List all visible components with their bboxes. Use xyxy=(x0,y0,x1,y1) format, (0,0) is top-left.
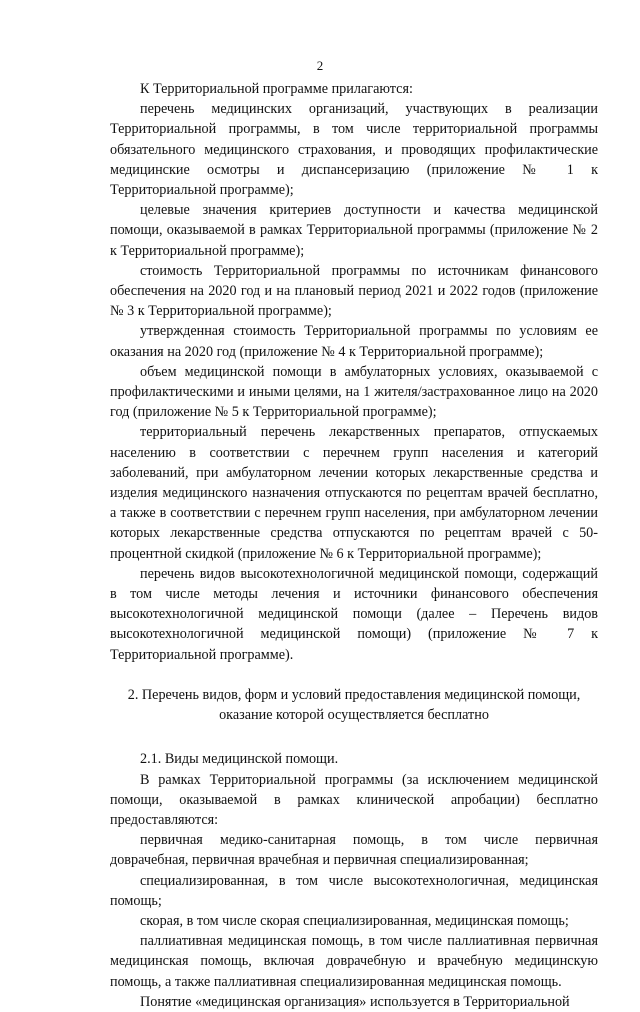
section-2-heading-line1: 2. Перечень видов, форм и условий предоставления медицинской помощи, xyxy=(127,686,581,703)
section-2-paragraph-5: паллиативная медицинская помощь, в том числе паллиативная первичная медицинская помощь, включая доврачебную и врачебную медицинскую помощь, а также паллиативная специализированная медицинская помощь. xyxy=(110,933,598,990)
annex-item-6: территориальный перечень лекарственных препаратов, отпускаемых населению в соответствии с перечнем групп населения и категорий заболеваний, при амбулаторном лечении которых лекарственные средства и изделия медицинского назначения отпускаются по рецептам врачей бесплатно, а также в соответствии с перечнем групп населения, при амбулаторном лечении которых лекарственные средства отпускаются по рецептам врачей с 50-процентной скидкой (приложение № 6 к Территориальной программе); xyxy=(110,424,598,562)
annex-item-5: объем медицинской помощи в амбулаторных условиях, оказываемой с профилактическими и иными целями, на 1 жителя/застрахованное лицо на 2020 год (приложение № 5 к Территориальной программе); xyxy=(110,363,598,421)
section-2-paragraph-3: специализированная, в том числе высокотехнологичная, медицинская помощь; xyxy=(110,872,598,909)
section-2-paragraph-1: В рамках Территориальной программы (за исключением медицинской помощи, оказываемой в рамках клинической апробации) бесплатно предоставляются: xyxy=(110,771,598,828)
subsection-2-1-heading: 2.1. Виды медицинской помощи. xyxy=(140,751,339,768)
annex-item-3: стоимость Территориальной программы по источникам финансового обеспечения на 2020 год и на плановый период 2021 и 2022 годов (приложение № 3 к Территориальной программе); xyxy=(110,262,598,320)
document-body xyxy=(110,79,598,1012)
annex-item-2: целевые значения критериев доступности и качества медицинской помощи, оказываемой в рамках Территориальной программы (приложение № 2 к Территориальной программе); xyxy=(110,202,598,259)
section-2-paragraph-4: скорая, в том числе скорая специализированная, медицинская помощь; xyxy=(140,912,569,929)
section-2-heading xyxy=(110,685,598,725)
section-2-paragraph-2: первичная медико-санитарная помощь, в том числе первичная доврачебная, первичная врачебная и первичная специализированная; xyxy=(110,832,598,869)
section-2-paragraph-6: Понятие «медицинская организация» используется в Территориальной xyxy=(140,993,570,1010)
page-number: 2 xyxy=(316,58,324,73)
intro-paragraph: К Территориальной программе прилагаются: xyxy=(140,81,413,97)
section-2-heading-line2: оказание которой осуществляется бесплатно xyxy=(219,707,489,724)
annex-item-1: перечень медицинских организаций, участвующих в реализации Территориальной программы, в том числе территориальной программы обязательного медицинского страхования, и проводящих профилактические медицинские осмотры и диспансеризацию (приложение № 1 к Территориальной программе); xyxy=(110,101,598,199)
annex-item-7: перечень видов высокотехнологичной медицинской помощи, содержащий в том числе методы лечения и источники финансового обеспечения высокотехнологичной медицинской помощи (далее – Перечень видов высокотехнологичной медицинской помощи) (приложение № 7 к Территориальной программе). xyxy=(110,565,598,663)
annex-item-4: утвержденная стоимость Территориальной программы по условиям ее оказания на 2020 год (приложение № 4 к Территориальной программе); xyxy=(110,323,598,360)
